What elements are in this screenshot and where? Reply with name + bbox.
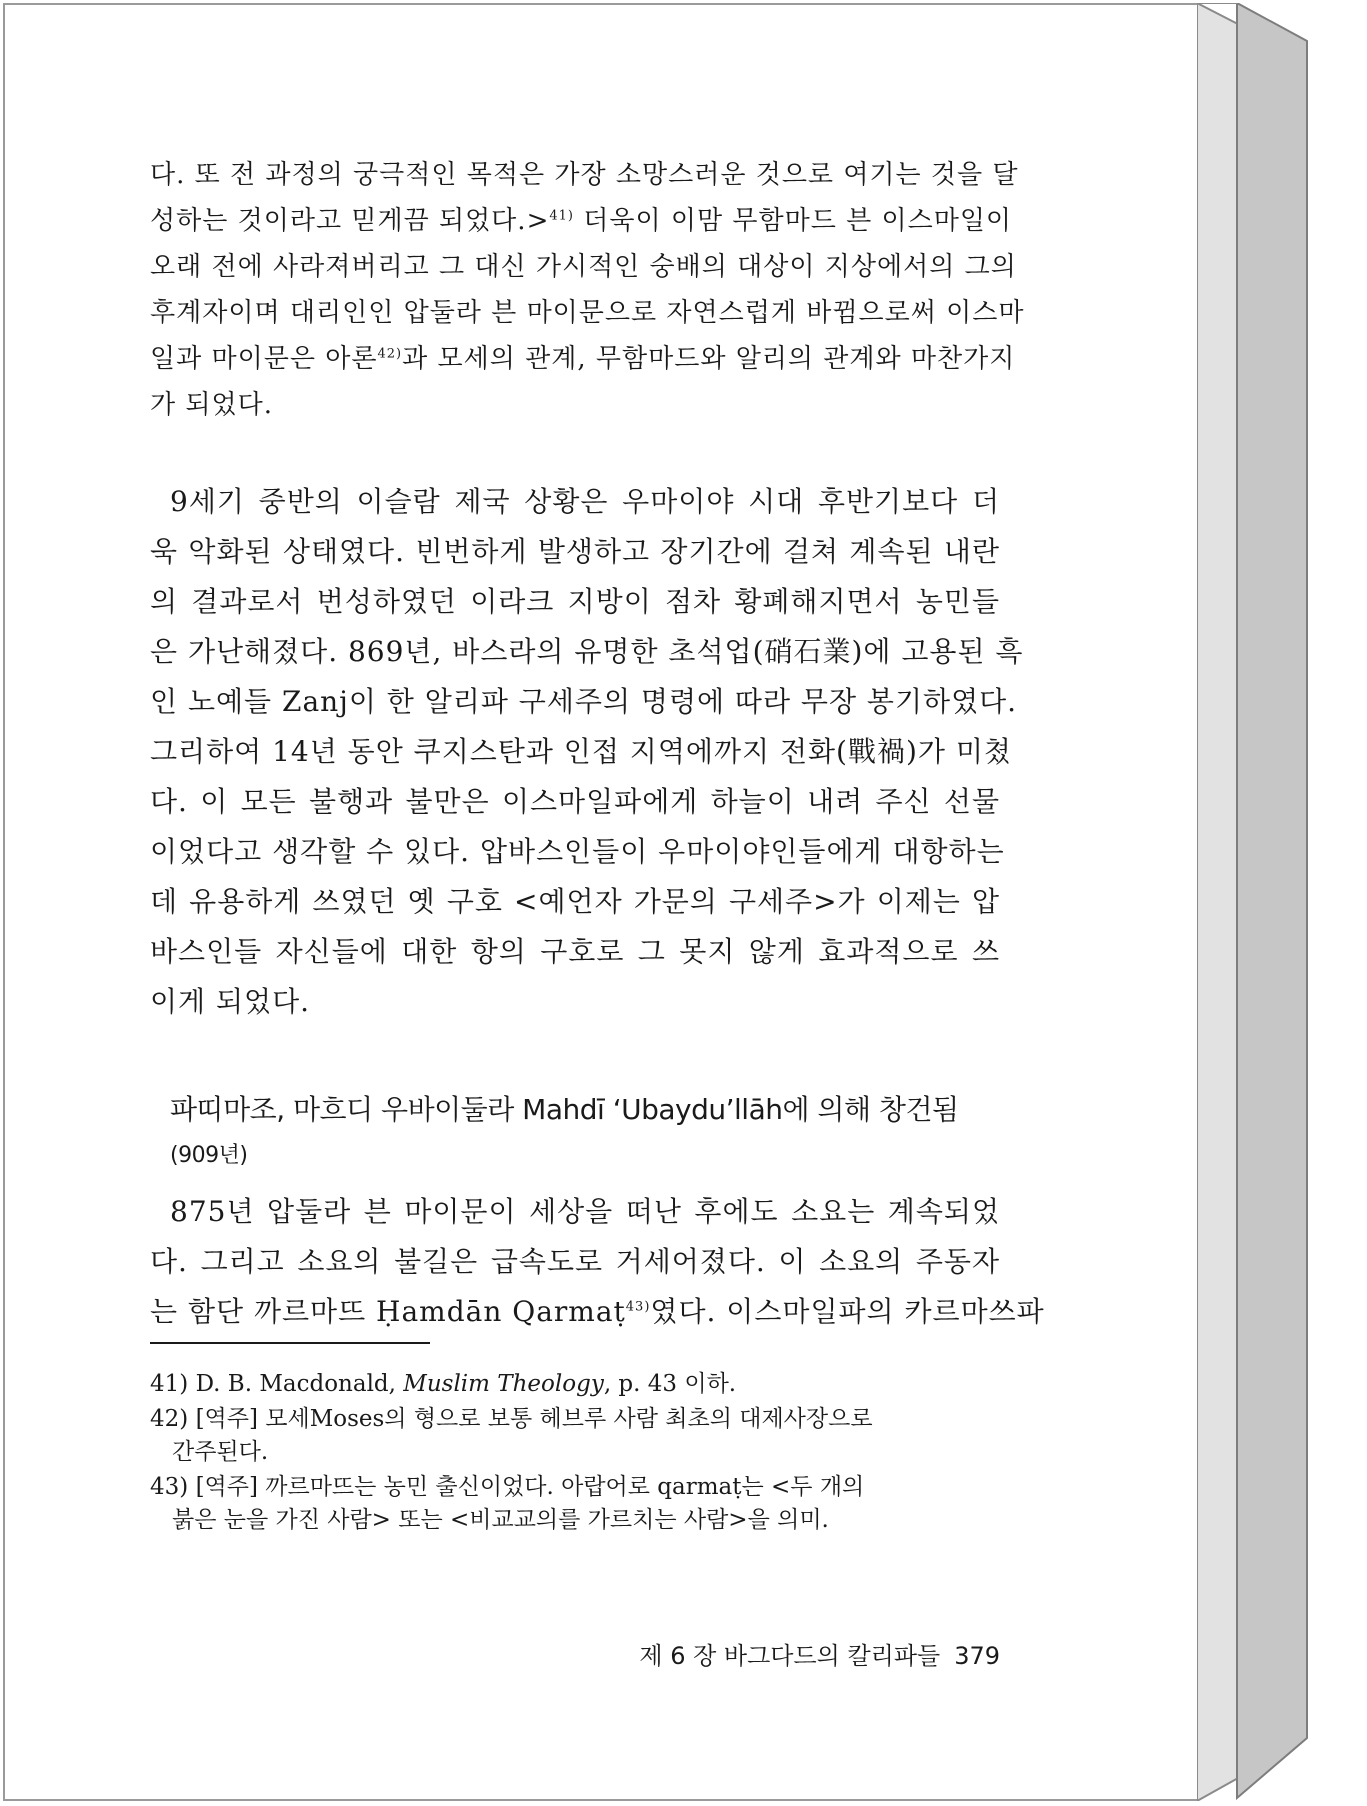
footnote-line: [역주] 모세Moses의 형으로 보통 헤브루 사람 최초의 대제사장으로 (195, 1406, 873, 1432)
text-line (150, 198, 1013, 244)
book-spine-edge (1197, 3, 1361, 1801)
text-line: 후계자이며 대리인인 압둘라 븐 마이문으로 자연스럽게 바뀜으로써 이스마 (150, 298, 1025, 328)
text-line: 욱 악화된 상태였다. 빈번하게 발생하고 장기간에 걸쳐 계속된 내란 (150, 535, 1000, 568)
text-segment: 과 모세의 관계, 무함마드와 알리의 관계와 마찬가지 (402, 344, 1016, 374)
text-segment: 성하는 것이라고 믿게끔 되었다.> (150, 206, 550, 236)
text-line: 다. 또 전 과정의 궁극적인 목적은 가장 소망스러운 것으로 여기는 것을 달 (150, 160, 1019, 190)
text-segment: 일과 마이문은 아론 (150, 344, 378, 374)
footnote-text (150, 1368, 1000, 1401)
footnote-41 (150, 1368, 1000, 1401)
footnote-text (150, 1403, 1000, 1436)
footnote-line: [역주] 까르마뜨는 농민 출신이었다. 아랍어로 qarmaṭ는 <두 개의 (195, 1474, 865, 1500)
footnote-mark: 43) (150, 1474, 189, 1500)
footnote-book-title: Muslim Theology (403, 1371, 604, 1397)
section-heading-date: (909년) (170, 1143, 248, 1168)
text-line: 이었다고 생각할 수 있다. 압바스인들이 우마이야인들에게 대항하는 (150, 835, 1005, 868)
section-heading-title: 파띠마조, 마흐디 우바이둘라 Mahdī ‘Ubaydu’llāh에 의해 창건됨 (170, 1093, 959, 1126)
text-line: 오래 전에 사라져버리고 그 대신 가시적인 숭배의 대상이 지상에서의 그의 (150, 252, 1017, 282)
text-line (150, 336, 1016, 382)
text-line: 다. 그리고 소요의 불길은 급속도로 거세어졌다. 이 소요의 주동자 (150, 1245, 1000, 1278)
text-line: 은 가난해졌다. 869년, 바스라의 유명한 초석업(硝石業)에 고용된 흑 (150, 635, 1024, 668)
footnote-divider (150, 1342, 430, 1344)
text-line: 이게 되었다. (150, 985, 311, 1018)
paragraph-qarmat (150, 1187, 1045, 1337)
running-footer (590, 1636, 1000, 1671)
text-segment: 는 함단 까르마뜨 Ḥamdān Qarmaṭ (150, 1295, 626, 1328)
footnote-ref-41: 41) (549, 208, 574, 224)
text-line: 875년 압둘라 븐 마이문이 세상을 떠난 후에도 소요는 계속되었 (170, 1195, 1000, 1228)
footnotes (150, 1368, 1000, 1539)
footnote-mark: 41) (150, 1371, 189, 1397)
page-number: 379 (954, 1642, 1000, 1670)
footnote-line: 붉은 눈을 가진 사람> 또는 <비교교의를 가르치는 사람>을 의미. (172, 1507, 829, 1533)
text-line: 9세기 중반의 이슬람 제국 상황은 우마이야 시대 후반기보다 더 (170, 485, 1000, 518)
chapter-title: 제 6 장 바그다드의 칼리파들 (639, 1642, 941, 1670)
footnote-mark: 42) (150, 1406, 189, 1432)
paragraph-ninth-century (150, 477, 1024, 1027)
footnote-ref-42: 42) (377, 346, 403, 362)
text-line (150, 1287, 1045, 1337)
section-heading (170, 1087, 1000, 1179)
footnote-text (150, 1471, 1000, 1504)
text-line: 의 결과로서 번성하였던 이라크 지방이 점차 황폐해지면서 농민들 (150, 585, 1000, 618)
footnote-ref-43: 43) (625, 1299, 651, 1315)
text-segment: 였다. 이스마일파의 카르마쓰파 (650, 1295, 1045, 1328)
text-line: 가 되었다. (150, 390, 273, 420)
footnote-42 (150, 1403, 1000, 1469)
footnote-author: D. B. Macdonald, (195, 1371, 404, 1397)
footnote-page: , p. 43 이하. (603, 1371, 737, 1397)
text-segment: 더욱이 이맘 무함마드 븐 이스마일이 (573, 206, 1013, 236)
footnote-43 (150, 1471, 1000, 1537)
text-line: 그리하여 14년 동안 쿠지스탄과 인접 지역에까지 전화(戰禍)가 미쳤 (150, 735, 1012, 768)
text-line: 데 유용하게 쓰였던 옛 구호 <예언자 가문의 구세주>가 이제는 압 (150, 885, 1000, 918)
text-line: 인 노예들 Zanj이 한 알리파 구세주의 명령에 따라 무장 봉기하였다. (150, 685, 1018, 718)
footnote-line: 간주된다. (172, 1439, 269, 1465)
text-line: 다. 이 모든 불행과 불만은 이스마일파에게 하늘이 내려 주신 선물 (150, 785, 1000, 818)
paragraph-continuation (150, 152, 1025, 428)
text-line: 바스인들 자신들에 대한 항의 구호로 그 못지 않게 효과적으로 쓰 (150, 935, 1000, 968)
